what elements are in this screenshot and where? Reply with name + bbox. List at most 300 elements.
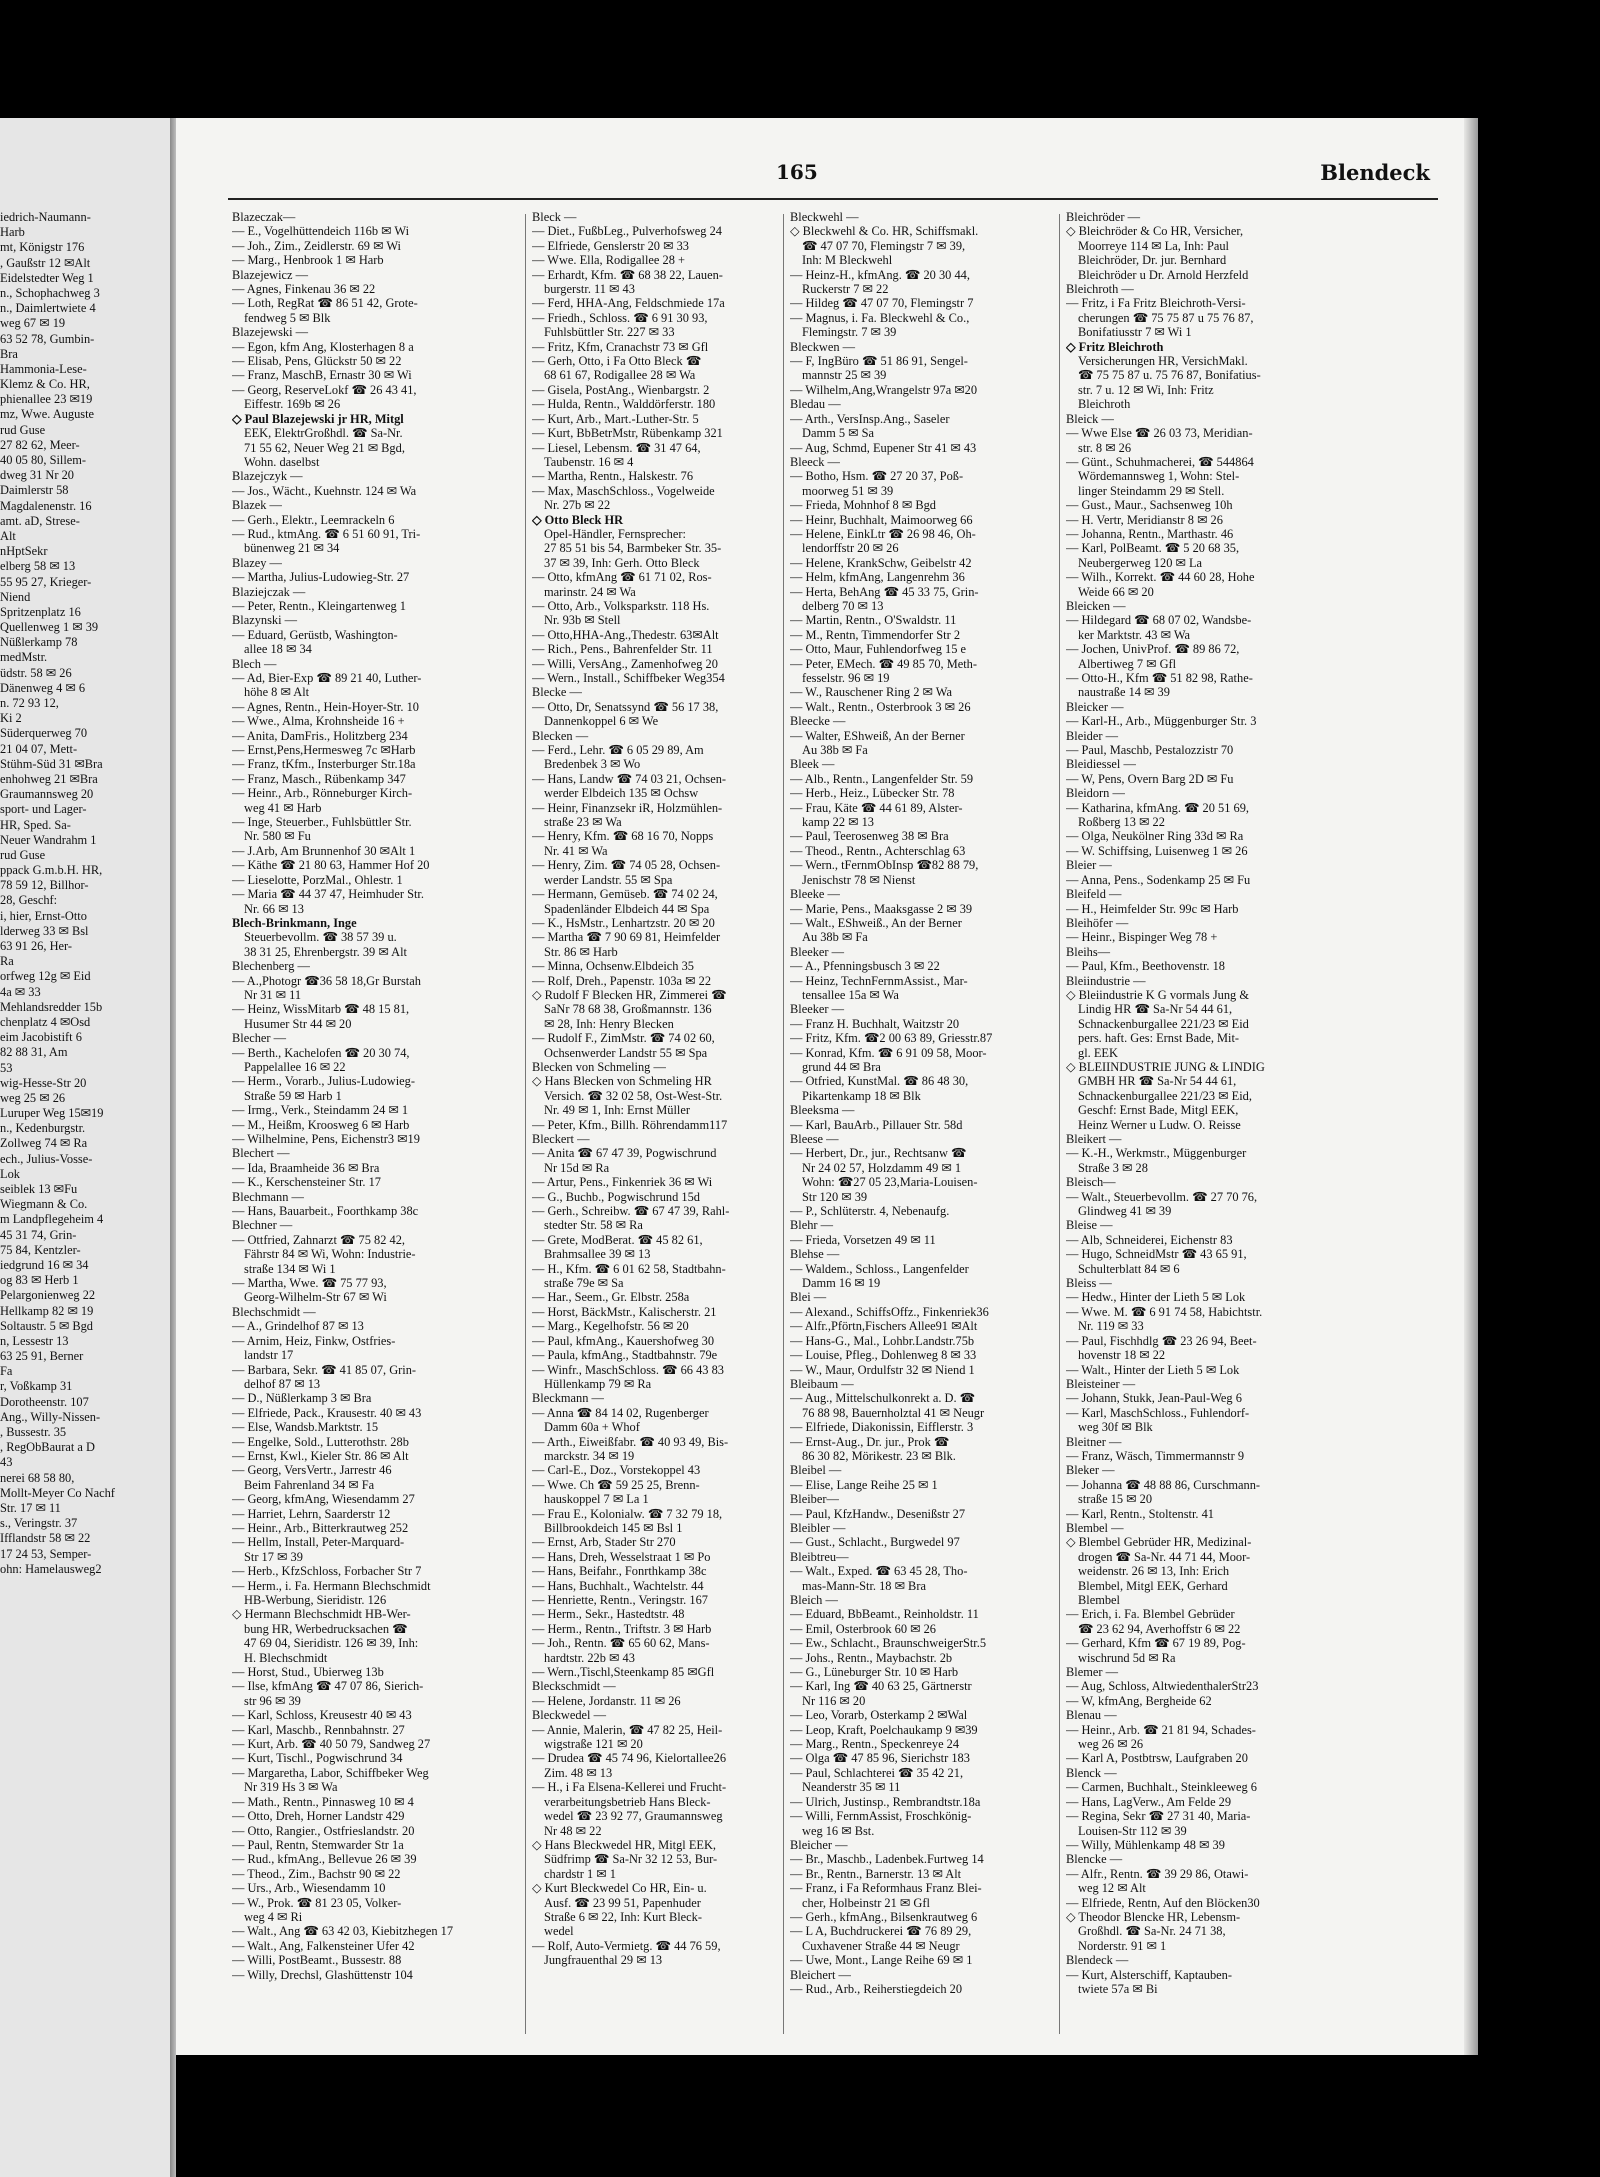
directory-entry-line: — Hulda, Rentn., Walddörferstr. 180 <box>532 397 716 412</box>
directory-entry-line: verarbeitungsbetrieb Hans Bleck- <box>544 1794 711 1809</box>
left-page-line: r, Voßkamp 31 <box>0 1379 73 1394</box>
directory-entry-line: — Otto, Dreh, Horner Landstr 429 <box>232 1809 405 1824</box>
directory-entry-line: Nr. 27b ✉ 22 <box>544 498 611 513</box>
directory-entry-line: — Martha, Wwe. ☎ 75 77 93, <box>232 1276 387 1291</box>
directory-entry-line: ◇ Bleiindustrie K G vormals Jung & <box>1066 987 1249 1002</box>
directory-entry-line: — G., Buchb., Pogwischrund 15d <box>532 1189 700 1204</box>
directory-entry-line: — Anita, DamFris., Holitzberg 234 <box>232 728 408 743</box>
directory-entry-line: Bleich — <box>790 1593 838 1607</box>
directory-entry-line: bung HR, Werbedrucksachen ☎ <box>244 1621 408 1636</box>
directory-entry-line: — Anita ☎ 67 47 39, Pogwischrund <box>532 1146 717 1161</box>
directory-entry-line: 47 69 04, Sieridistr. 126 ✉ 39, Inh: <box>244 1636 419 1651</box>
directory-entry-line: — W., Prok. ☎ 81 23 05, Volker- <box>232 1895 402 1910</box>
directory-entry-line: — Hellm, Install, Peter-Marquard- <box>232 1535 405 1550</box>
directory-entry-line: — Minna, Ochsenw.Elbdeich 35 <box>532 959 694 974</box>
directory-entry-line: — Irmg., Verk., Steindamm 24 ✉ 1 <box>232 1103 409 1118</box>
directory-entry-line: Blecher — <box>232 1031 287 1046</box>
directory-entry-line: — Joh., Rentn. ☎ 65 60 62, Mans- <box>532 1636 710 1651</box>
directory-entry-line: Bleiss — <box>1066 1276 1112 1291</box>
directory-entry-line: — Kurt, BbBetrMstr, Rübenkamp 321 <box>532 426 723 441</box>
page-header <box>176 160 1464 188</box>
directory-entry-line: — Regina, Sekr ☎ 27 31 40, Maria- <box>1066 1809 1251 1824</box>
left-page-line: n., Schophachweg 3 <box>0 285 100 300</box>
directory-entry-line: — Karl-H., Arb., Müggenburger Str. 3 <box>1066 714 1257 729</box>
left-page-line: Lok <box>0 1166 20 1181</box>
left-page-line: Niend <box>0 589 31 604</box>
directory-entry-line: — Aug, Schloss, AltwiedenthalerStr23 <box>1066 1679 1259 1694</box>
directory-entry-line: — Peter, EMech. ☎ 49 85 70, Meth- <box>790 656 977 671</box>
directory-entry-line: — Peter, Rentn., Kleingartenweg 1 <box>232 598 406 613</box>
directory-entry-line: — Arth., VersInsp.Ang., Saseler <box>790 411 950 426</box>
left-page-line: Nüßlerkamp 78 <box>0 635 78 650</box>
directory-entry-line: — Walt., Ang ☎ 63 42 03, Kiebitzhegen 17 <box>232 1924 454 1939</box>
left-page-line: , Bussestr. 35 <box>0 1425 67 1439</box>
left-page-line: ppack G.m.b.H. HR, <box>0 863 103 878</box>
directory-entry-line: — Hans, Buchhalt., Wachtelstr. 44 <box>532 1578 704 1593</box>
directory-entry-line: — Leop, Kraft, Poelchaukamp 9 ✉39 <box>790 1722 978 1737</box>
directory-entry-line: — Ilse, kfmAng ☎ 47 07 86, Sierich- <box>232 1679 424 1694</box>
directory-entry-line: — Otto, Rangier., Ostfrieslandstr. 20 <box>232 1823 415 1838</box>
directory-entry-line: — Rudolf F., ZimMstr. ☎ 74 02 60, <box>532 1031 715 1046</box>
directory-entry-line: — Franz, Wäsch, Timmermannstr 9 <box>1066 1448 1245 1463</box>
directory-entry-line: — Aug., Mittelschulkonrekt a. D. ☎ <box>790 1391 976 1406</box>
directory-entry-line: — Rud., ktmAng. ☎ 6 51 60 91, Tri- <box>232 526 421 541</box>
directory-entry-line: — Hans, Bauarbeit., Foorthkamp 38c <box>232 1204 419 1219</box>
left-page-line: rud Guse <box>0 847 46 862</box>
directory-entry-line: — A., Grindelhof 87 ✉ 13 <box>232 1319 364 1334</box>
directory-entry-line: Bredenbek 3 ✉ Wo <box>544 757 641 772</box>
directory-entry-line: Bleckwedel — <box>532 1708 606 1723</box>
directory-entry-line: — P., Schlüterstr. 4, Nebenaufg. <box>790 1204 950 1219</box>
left-page-line: dweg 31 Nr 20 <box>0 468 74 483</box>
directory-entry-line: — Franz, MaschB, Ernastr 30 ✉ Wi <box>232 368 412 383</box>
directory-entry-line: — Frau, Käte ☎ 44 61 89, Alster- <box>790 800 963 815</box>
directory-entry-line: Bleick — <box>1066 411 1114 426</box>
left-page-line: Hellkamp 82 ✉ 19 <box>0 1303 94 1318</box>
directory-entry-line: 27 85 51 bis 54, Barmbeker Str. 35- <box>544 541 722 556</box>
directory-column-4 <box>1066 210 1351 1996</box>
directory-entry-line: — Wilhelmine, Pens, Eichenstr3 ✉19 <box>232 1132 420 1146</box>
directory-entry-line: — Ernst,Pens,Hermesweg 7c ✉Harb <box>232 743 416 758</box>
left-page-line: medMstr. <box>0 650 48 665</box>
directory-entry-line: — Otto-H., Kfm ☎ 51 82 98, Rathe- <box>1066 671 1253 685</box>
directory-entry-line: marinstr. 24 ✉ Wa <box>544 584 636 599</box>
directory-entry-line: — Franz H. Buchhalt, Waitzstr 20 <box>790 1016 960 1031</box>
directory-entry-line: — Wilh., Korrekt. ☎ 44 60 28, Hohe <box>1066 570 1255 585</box>
directory-entry-line: — Hans, Beifahr., Fonrthkamp 38c <box>532 1564 707 1579</box>
directory-entry-line: Ochsenwerder Landstr 55 ✉ Spa <box>544 1045 708 1060</box>
directory-entry-line: — Agnes, Finkenau 36 ✉ 22 <box>232 282 376 297</box>
directory-entry-line: — F, IngBüro ☎ 51 86 91, Sengel- <box>790 354 968 369</box>
left-page-line: og 83 ✉ Herb 1 <box>0 1273 79 1288</box>
directory-entry-line: — Alb., Rentn., Langenfelder Str. 59 <box>790 771 974 786</box>
directory-entry-line: — Inge, Steuerber., Fuhlsbüttler Str. <box>232 815 412 830</box>
directory-entry-line: moorweg 51 ✉ 39 <box>802 483 894 498</box>
directory-entry-line: delhof 87 ✉ 13 <box>244 1376 321 1391</box>
directory-entry-line: 38 31 25, Ehrenbergstr. 39 ✉ Alt <box>244 944 407 959</box>
directory-entry-line: — Karl, PolBeamt. ☎ 5 20 68 35, <box>1066 541 1240 556</box>
left-page-line: weg 67 ✉ 19 <box>0 316 66 331</box>
directory-entry-line: Hüllenkamp 79 ✉ Ra <box>544 1376 652 1391</box>
left-page-line: 28, Geschf: <box>0 893 58 908</box>
left-page-line: amt. aD, Strese- <box>0 513 80 528</box>
directory-entry-line: straße 23 ✉ Wa <box>544 815 622 830</box>
directory-entry-line: Blaziejczak — <box>232 584 306 599</box>
directory-entry-line: Bleichroth — <box>1066 282 1134 297</box>
directory-entry-line: — Agnes, Rentn., Hein-Hoyer-Str. 10 <box>232 699 419 714</box>
directory-entry-line: Bleisteiner — <box>1066 1376 1136 1391</box>
directory-entry-line: str. 8 ✉ 26 <box>1078 440 1132 455</box>
directory-entry-line: 71 55 62, Neuer Weg 21 ✉ Bgd, <box>244 440 405 455</box>
directory-entry-line: — Herm., Sekr., Hastedtstr. 48 <box>532 1607 685 1622</box>
directory-entry-line: Bleier — <box>1066 858 1112 873</box>
left-page-line: sport- und Lager- <box>0 802 87 817</box>
directory-entry-line: Bleitner — <box>1066 1434 1122 1449</box>
directory-entry-line: Cuxhavener Straße 44 ✉ Neugr <box>802 1938 960 1953</box>
directory-entry-line: — Walt., Exped. ☎ 63 45 28, Tho- <box>790 1564 968 1579</box>
directory-entry-line: mas-Mann-Str. 18 ✉ Bra <box>802 1578 926 1593</box>
directory-entry-line: — Erich, i. Fa. Blembel Gebrüder <box>1066 1607 1235 1622</box>
directory-entry-line: — Horst, Stud., Ubierweg 13b <box>232 1665 384 1680</box>
left-page-line: seiblek 13 ✉Fu <box>0 1182 78 1196</box>
directory-entry-line: — Harriet, Lehrn, Saarderstr 12 <box>232 1506 391 1521</box>
directory-entry-line: Bleiindustrie — <box>1066 973 1146 988</box>
directory-entry-line: — Willi, FernmAssist, Froschkönig- <box>790 1809 972 1824</box>
directory-entry-line: — Martha ☎ 7 90 69 81, Heimfelder <box>532 930 721 945</box>
directory-entry-line: Weide 66 ✉ 20 <box>1078 584 1154 599</box>
directory-entry-line: — Kurt, Tischl., Pogwischrund 34 <box>232 1751 403 1766</box>
directory-entry-line: Nr. 66 ✉ 13 <box>244 901 304 916</box>
left-page-line: wig-Hesse-Str 20 <box>0 1075 87 1090</box>
directory-entry-line: weg 41 ✉ Harb <box>244 800 322 815</box>
left-page-line: 17 24 53, Semper- <box>0 1546 92 1561</box>
directory-entry-line: Blazynski — <box>232 613 298 628</box>
header-rule <box>228 198 1438 200</box>
directory-entry-line: — Rolf, Auto-Vermietg. ☎ 44 76 59, <box>532 1938 721 1953</box>
directory-entry-line: — Louise, Pfleg., Dohlenweg 8 ✉ 33 <box>790 1348 977 1363</box>
directory-entry-line: — Uwe, Mont., Lange Reihe 69 ✉ 1 <box>790 1953 973 1968</box>
directory-entry-line: — Elfriede, Pack., Krausestr. 40 ✉ 43 <box>232 1405 422 1420</box>
left-page-line: 45 31 74, Grin- <box>0 1227 77 1242</box>
directory-entry-line: — Artur, Pens., Finkenriek 36 ✉ Wi <box>532 1175 713 1190</box>
directory-entry-line: Bleicher — <box>790 1837 848 1852</box>
directory-entry-line: werder Landstr. 55 ✉ Spa <box>544 872 673 887</box>
directory-entry-line: hauskoppel 7 ✉ La 1 <box>544 1492 649 1507</box>
directory-entry-line: Blehse — <box>790 1247 840 1262</box>
left-page-line: 63 91 26, Her- <box>0 939 73 953</box>
directory-entry-line: — Walter, EShweiß, An der Berner <box>790 728 965 743</box>
directory-entry-line: hovenstr 18 ✉ 22 <box>1078 1348 1166 1363</box>
directory-entry-line: Bleeker — <box>790 1002 845 1017</box>
directory-entry-line: Blendeck — <box>1066 1953 1129 1968</box>
left-page-line: Neuer Wandrahm 1 <box>0 832 97 847</box>
directory-entry-line: — Herm., Vorarb., Julius-Ludowieg- <box>232 1074 415 1089</box>
directory-entry-line: — Annie, Malerin, ☎ 47 82 25, Heil- <box>532 1722 723 1737</box>
directory-entry-line: — Marie, Pens., Maaksgasse 2 ✉ 39 <box>790 901 973 916</box>
directory-entry-line: grund 44 ✉ Bra <box>802 1059 881 1074</box>
directory-entry-line: — Walt., Steuerbevollm. ☎ 27 70 76, <box>1066 1189 1258 1204</box>
directory-entry-line: ◇ Blembel Gebrüder HR, Medizinal- <box>1066 1535 1252 1550</box>
directory-entry-line: Nr 24 02 57, Holzdamm 49 ✉ 1 <box>802 1160 962 1175</box>
directory-entry-line: Blenau — <box>1066 1708 1117 1723</box>
left-page-line: Mehlandsredder 15b <box>0 999 103 1014</box>
directory-entry-line: Bleeker — <box>790 944 845 959</box>
directory-entry-line: — Otto, Dr, Senatssynd ☎ 56 17 38, <box>532 699 719 714</box>
directory-entry-line: Eiffestr. 169b ✉ 26 <box>244 397 341 412</box>
directory-entry-line: — Heinr, Finanzsekr iR, Holzmühlen- <box>532 800 723 815</box>
left-page-line: 53 <box>0 1060 13 1075</box>
directory-entry-line: Bleckmann — <box>532 1391 604 1406</box>
directory-entry-line: 86 30 82, Mörikestr. 23 ✉ Blk. <box>802 1448 956 1463</box>
directory-entry-line: — Konrad, Kfm. ☎ 6 91 09 58, Moor- <box>790 1045 987 1060</box>
directory-entry-line: — Herm., Rentn., Triftstr. 3 ✉ Harb <box>532 1621 712 1636</box>
directory-entry-line: naustraße 14 ✉ 39 <box>1078 685 1170 700</box>
directory-entry-line: — Wwe. Ella, Rodigallee 28 + <box>532 253 686 268</box>
directory-entry-line: chardstr 1 ✉ 1 <box>544 1866 616 1881</box>
directory-entry-line: Blazejczyk — <box>232 469 303 484</box>
left-page-line: nerei 68 58 80, <box>0 1470 75 1485</box>
directory-entry-line: — Elfriede, Rentn, Auf den Blöcken30 <box>1066 1895 1260 1910</box>
directory-entry-line: — Frau E., Kolonialw. ☎ 7 32 79 18, <box>532 1506 723 1521</box>
directory-entry-line: Ausf. ☎ 23 99 51, Papenhuder <box>544 1895 701 1910</box>
directory-entry-line: — Alb, Schneiderei, Eichenstr 83 <box>1066 1232 1233 1247</box>
directory-entry-line: fesselstr. 96 ✉ 19 <box>802 671 890 685</box>
directory-entry-line: — Kurt, Arb. ☎ 40 50 79, Sandweg 27 <box>232 1737 431 1752</box>
directory-entry-line: — Frieda, Vorsetzen 49 ✉ 11 <box>790 1232 936 1247</box>
directory-entry-line: — Br., Maschb., Ladenbek.Furtweg 14 <box>790 1852 984 1867</box>
directory-entry-line: — Arth., Eiweißfabr. ☎ 40 93 49, Bis- <box>532 1434 729 1449</box>
left-page-line: Harb <box>0 225 25 240</box>
directory-entry-line: — Herb., KfzSchloss, Forbacher Str 7 <box>232 1564 422 1579</box>
directory-entry-line: — Theod., Zim., Bachstr 90 ✉ 22 <box>232 1866 401 1881</box>
directory-entry-line: — Johann, Stukk, Jean-Paul-Weg 6 <box>1066 1391 1242 1406</box>
directory-entry-line: — Ottfried, Zahnarzt ☎ 75 82 42, <box>232 1232 406 1247</box>
directory-entry-line: — Paul, kfmAng., Kauershofweg 30 <box>532 1333 715 1348</box>
left-page-line: 27 82 62, Meer- <box>0 437 80 452</box>
directory-entry-line: — Else, Wandsb.Marktstr. 15 <box>232 1420 379 1435</box>
directory-entry-line: stedter Str. 58 ✉ Ra <box>544 1218 643 1233</box>
directory-entry-line: Nr 48 ✉ 22 <box>544 1823 602 1838</box>
left-page-line: iedgrund 16 ✉ 34 <box>0 1257 89 1272</box>
directory-entry-line: — Horst, BäckMstr., Kalischerstr. 21 <box>532 1304 717 1319</box>
page-edge <box>1464 118 1478 2055</box>
directory-entry-line: Bleichröder, Dr. jur. Bernhard <box>1078 253 1227 268</box>
directory-entry-line: — Ernst-Aug., Dr. jur., Prok ☎ <box>790 1434 950 1449</box>
left-page-line: phienallee 23 ✉19 <box>0 392 93 407</box>
directory-entry-line: — Willi, VersAng., Zamenhofweg 20 <box>532 656 718 671</box>
directory-entry-line: kamp 22 ✉ 13 <box>802 815 874 830</box>
directory-entry-line: — W. Schiffsing, Luisenweg 1 ✉ 26 <box>1066 843 1248 858</box>
directory-entry-line: — Otto, Arb., Volksparkstr. 118 Hs. <box>532 598 710 613</box>
directory-entry-line: Wohn. daselbst <box>244 454 320 469</box>
directory-entry-line: Str 17 ✉ 39 <box>244 1549 303 1564</box>
directory-entry-line: Billbrookdeich 145 ✉ Bsl 1 <box>544 1520 683 1535</box>
directory-entry-line: Pikartenkamp 18 ✉ Blk <box>802 1088 921 1103</box>
directory-entry-line: — Karl, Schloss, Kreusestr 40 ✉ 43 <box>232 1708 412 1723</box>
directory-entry-line: — Liesel, Lebensm. ☎ 31 47 64, <box>532 440 701 455</box>
directory-entry-line: — Eduard, Gerüstb, Washington- <box>232 627 398 642</box>
left-page-line: Ki 2 <box>0 711 22 726</box>
left-page-line: ech., Julius-Vosse- <box>0 1151 93 1166</box>
directory-entry-line: ☎ 75 75 87 u. 75 76 87, Bonifatius- <box>1078 368 1261 383</box>
directory-entry-line: Versich. ☎ 32 02 58, Ost-West-Str. <box>544 1088 723 1103</box>
directory-entry-line: Bleidorn — <box>1066 786 1125 801</box>
directory-entry-line: — Peter, Kfm., Billh. Röhrendamm117 <box>532 1117 728 1132</box>
directory-entry-line: Pappelallee 16 ✉ 22 <box>244 1059 346 1074</box>
left-page-line: 40 05 80, Sillem- <box>0 453 87 467</box>
directory-entry-line: — A.,Photogr ☎36 58 18,Gr Burstah <box>232 973 421 988</box>
left-page-line: Dänenweg 4 ✉ 6 <box>0 680 86 695</box>
directory-entry-line: werder Elbdeich 135 ✉ Ochsw <box>544 786 699 801</box>
left-page-line: Luruper Weg 15✉19 <box>0 1106 104 1121</box>
directory-entry-line: — Henriette, Rentn., Veringstr. 167 <box>532 1593 708 1607</box>
directory-entry-line: — Walt., Ang, Falkensteiner Ufer 42 <box>232 1938 415 1953</box>
directory-entry-line: — Ernst, Arb, Stader Str 270 <box>532 1535 676 1550</box>
left-page-line: , RegObBaurat a D <box>0 1440 95 1455</box>
directory-entry-line: — Heinr., Arb., Bitterkrautweg 252 <box>232 1520 409 1535</box>
directory-entry-line: Bleisch— <box>1066 1175 1116 1190</box>
directory-entry-line: — Gisela, PostAng., Wienbargstr. 2 <box>532 382 710 397</box>
left-page-line: Mollt-Meyer Co Nachf <box>0 1485 115 1500</box>
directory-entry-line: Bleicken — <box>1066 598 1126 613</box>
directory-entry-line: — Gerh., kfmAng., Bilsenkrautweg 6 <box>790 1909 978 1924</box>
directory-entry-line: Bleek — <box>790 757 835 772</box>
left-page-line: n. 72 93 12, <box>0 696 59 710</box>
directory-entry-line: — W., Maur, Ordulfstr 32 ✉ Niend 1 <box>790 1362 975 1377</box>
directory-entry-line: — Franz, i Fa Reformhaus Franz Blei- <box>790 1881 982 1896</box>
left-page-line: Ifflandstr 58 ✉ 22 <box>0 1531 91 1546</box>
directory-entry-line: Inh: M Bleckwehl <box>802 253 893 268</box>
directory-entry-line: — Erhardt, Kfm. ☎ 68 38 22, Lauen- <box>532 267 723 282</box>
directory-entry-line: Husumer Str 44 ✉ 20 <box>244 1016 352 1031</box>
directory-entry-line: Großhdl. ☎ Sa-Nr. 24 71 38, <box>1078 1924 1226 1939</box>
left-page-line: 63 25 91, Berner <box>0 1349 84 1364</box>
directory-entry-line: — Emil, Osterbrook 60 ✉ 26 <box>790 1621 936 1636</box>
directory-entry-line: 37 ✉ 39, Inh: Gerh. Otto Bleck <box>544 555 700 570</box>
directory-entry-line: Jenischstr 78 ✉ Nienst <box>802 872 916 887</box>
directory-entry-line: burgerstr. 11 ✉ 43 <box>544 282 635 297</box>
directory-entry-line: Fuhlsbüttler Str. 227 ✉ 33 <box>544 325 675 340</box>
directory-entry-line: — Anna ☎ 84 14 02, Rugenberger <box>532 1405 709 1420</box>
directory-entry-line: — M., Heißm, Kroosweg 6 ✉ Harb <box>232 1117 410 1132</box>
directory-entry-line: — Joh., Zim., Zeidlerstr. 69 ✉ Wi <box>232 238 401 253</box>
directory-entry-line: weidenstr. 26 ✉ 13, Inh: Erich <box>1078 1564 1230 1579</box>
directory-entry-line: — Herm., i. Fa. Hermann Blechschmidt <box>232 1578 431 1593</box>
directory-entry-line: Steuerbevollm. ☎ 38 57 39 u. <box>244 930 397 945</box>
directory-entry-line: Str. 86 ✉ Harb <box>544 944 618 959</box>
directory-entry-line: — Hans, Dreh, Wesselstraat 1 ✉ Po <box>532 1549 711 1564</box>
directory-page <box>176 118 1464 2055</box>
left-page-line: üdstr. 58 ✉ 26 <box>0 665 72 680</box>
directory-entry-line: — Max, MaschSchloss., Vogelweide <box>532 483 715 498</box>
directory-entry-line: Bleicker — <box>1066 699 1124 714</box>
left-page-line: elberg 58 ✉ 13 <box>0 559 76 574</box>
directory-entry-line: — Elfriede, Genslerstr 20 ✉ 33 <box>532 238 689 253</box>
directory-entry-line: — Br., Rentn., Barnerstr. 13 ✉ Alt <box>790 1866 962 1881</box>
directory-entry-line: Nr. 580 ✉ Fu <box>244 829 311 844</box>
directory-entry-line: — Henry, Zim. ☎ 74 05 28, Ochsen- <box>532 858 721 873</box>
directory-entry-line: landstr 17 <box>244 1348 294 1363</box>
directory-entry-line: ◇ Rudolf F Blecken HR, Zimmerei ☎ <box>532 987 727 1002</box>
directory-entry-line: Wördemannsweg 1, Wohn: Stel- <box>1078 469 1240 484</box>
directory-entry-line: — Otto, kfmAng ☎ 61 71 02, Ros- <box>532 570 712 585</box>
directory-entry-line: Geschf: Ernst Bade, Mitgl EEK, <box>1078 1103 1239 1118</box>
left-page-line: Dorotheenstr. 107 <box>0 1394 89 1409</box>
directory-entry-line: twiete 57a ✉ Bi <box>1078 1981 1158 1996</box>
directory-entry-line: ◇ BLEIINDUSTRIE JUNG & LINDIG <box>1066 1059 1265 1074</box>
directory-entry-line: — Otto,HHA-Ang.,Thedestr. 63✉Alt <box>532 627 719 642</box>
directory-entry-line: — Hildegard ☎ 68 07 02, Wandsbe- <box>1066 613 1252 628</box>
directory-entry-line: — W, kfmAng, Bergheide 62 <box>1066 1693 1212 1708</box>
directory-entry-line: — Franz, tKfm., Insterburger Str.18a <box>232 757 416 772</box>
directory-entry-line: — Arnim, Heiz, Finkw, Ostfries- <box>232 1333 396 1348</box>
directory-entry-line: marckstr. 34 ✉ 19 <box>544 1448 635 1463</box>
directory-entry-line: Ruckerstr 7 ✉ 22 <box>802 282 889 297</box>
directory-entry-line: — Käthe ☎ 21 80 63, Hammer Hof 20 <box>232 858 430 873</box>
left-page-line: Klemz & Co. HR, <box>0 377 90 392</box>
directory-entry-line: straße 134 ✉ Wi 1 <box>244 1261 336 1276</box>
left-page-line: Spritzenplatz 16 <box>0 604 81 619</box>
directory-entry-line: — Aug, Schmd, Eupener Str 41 ✉ 43 <box>790 440 977 455</box>
left-page-line: Süderquerweg 70 <box>0 726 88 741</box>
directory-entry-line: — Botho, Hsm. ☎ 27 20 37, Poß- <box>790 469 964 484</box>
directory-entry-line: — Helene, KrankSchw, Geibelstr 42 <box>790 555 972 570</box>
directory-entry-line: Straße 59 ✉ Harb 1 <box>244 1088 342 1103</box>
directory-entry-line: Nr. 93b ✉ Stell <box>544 613 621 628</box>
directory-entry-line: — W., Rauschener Ring 2 ✉ Wa <box>790 685 952 700</box>
directory-entry-line: Nr 116 ✉ 20 <box>802 1693 866 1708</box>
column-divider <box>525 214 526 2034</box>
directory-entry-line: — W, Pens, Overn Barg 2D ✉ Fu <box>1066 771 1234 786</box>
directory-entry-line: Bleckert — <box>532 1132 590 1146</box>
left-page-line: enhohweg 21 ✉Bra <box>0 771 98 786</box>
directory-entry-line: — Ferd., Lehr. ☎ 6 05 29 89, Am <box>532 743 704 758</box>
directory-entry-line: — D., Nüßlerkamp 3 ✉ Bra <box>232 1391 372 1406</box>
directory-entry-line: Blecke — <box>532 685 582 700</box>
directory-entry-line: — Kurt, Alsterschiff, Kaptauben- <box>1066 1967 1232 1982</box>
directory-entry-line: pers. haft. Ges: Ernst Bade, Mit- <box>1078 1031 1240 1046</box>
directory-entry-line: — Grete, ModBerat. ☎ 45 82 61, <box>532 1232 703 1247</box>
directory-entry-line: Bleecke — <box>790 714 846 729</box>
left-page-line: Soltaustr. 5 ✉ Bgd <box>0 1318 93 1333</box>
directory-entry-line: — Herb., Heiz., Lübecker Str. 78 <box>790 786 955 801</box>
directory-entry-line: — Paul, Maschb, Pestalozzistr 70 <box>1066 743 1234 758</box>
directory-entry-line: — Herta, BehAng ☎ 45 33 75, Grin- <box>790 584 979 599</box>
directory-entry-line: Bleichert — <box>790 1967 851 1982</box>
directory-entry-line: — Wern., tFernmObInsp ☎82 88 79, <box>790 858 979 873</box>
directory-entry-line: — Ernst, Kwl., Kieler Str. 86 ✉ Alt <box>232 1448 409 1463</box>
left-page-line: Zollweg 74 ✉ Ra <box>0 1136 88 1151</box>
left-page-line: nHptSekr <box>0 544 48 559</box>
directory-entry-line: — Hans, LagVerw., Am Felde 29 <box>1066 1794 1232 1809</box>
directory-entry-line: Bleiber— <box>790 1492 839 1507</box>
directory-entry-line: hardtstr. 22b ✉ 43 <box>544 1650 635 1665</box>
directory-entry-line: Schulterblatt 84 ✉ 6 <box>1078 1261 1180 1276</box>
directory-entry-line: Bleibel — <box>790 1463 842 1478</box>
directory-entry-line: Blechert — <box>232 1146 290 1161</box>
directory-entry-line: wedel <box>544 1924 574 1939</box>
page-number: 165 <box>776 160 818 184</box>
left-page-line: 4a ✉ 33 <box>0 984 41 999</box>
directory-entry-line: Bleeksma — <box>790 1103 855 1118</box>
left-page-line: n., Daimlertwiete 4 <box>0 301 96 316</box>
directory-entry-line: — Olga ☎ 47 85 96, Sierichstr 183 <box>790 1751 970 1766</box>
directory-entry-line: ◇ Hermann Blechschmidt HB-Wer- <box>232 1607 411 1622</box>
directory-entry-line: Brahmsallee 39 ✉ 13 <box>544 1247 651 1262</box>
left-page-line: Quellenweg 1 ✉ 39 <box>0 620 99 635</box>
left-page-line: 63 52 78, Gumbin- <box>0 331 95 346</box>
directory-entry-line: Blazeczak— <box>232 210 296 224</box>
